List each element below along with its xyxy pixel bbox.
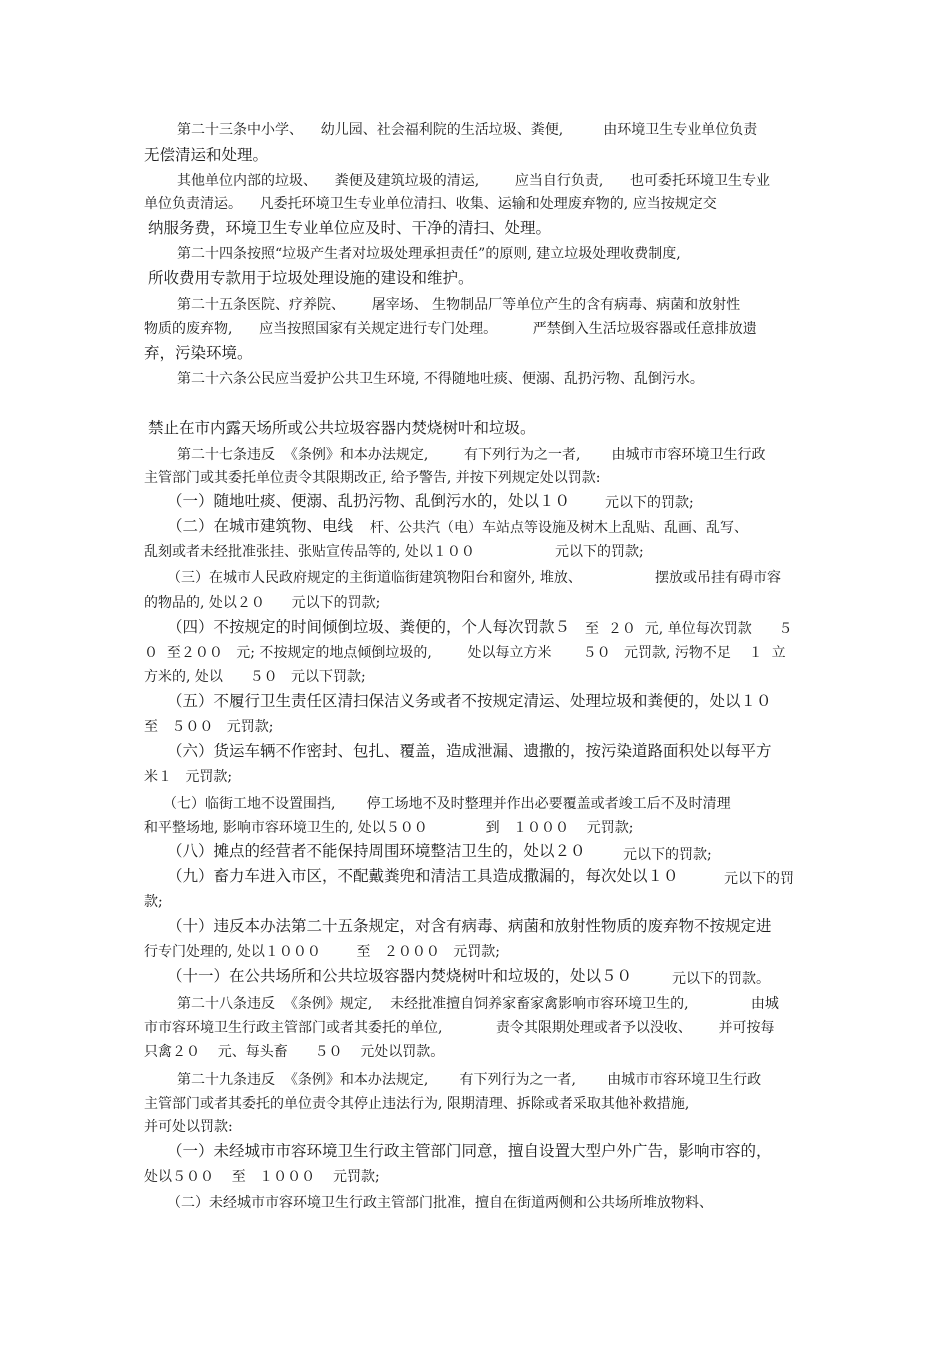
text-line: 的物品的, 处以２０ 元以下的罚款;	[144, 595, 381, 611]
text-line: 第二十三条中小学、 幼儿园、社会福利院的生活垃圾、粪便, 由环境卫生专业单位负责	[177, 122, 758, 138]
text-line: （二）在城市建筑物、电线	[167, 517, 354, 535]
text-line: 所收费用专款用于垃圾处理设施的建设和维护。	[148, 269, 474, 287]
text-line: （八）摊点的经营者不能保持周围环境整洁卫生的，处以２０	[167, 842, 586, 860]
text-line: （十一）在公共场所和公共垃圾容器内焚烧树叶和垃圾的，处以５０	[167, 967, 633, 985]
text-line: （四）不按规定的时间倾倒垃圾、粪便的，个人每次罚款５	[167, 618, 571, 636]
text-line: 无偿清运和处理。	[144, 146, 269, 164]
text-line: 处以５００ 至 １０００ 元罚款;	[144, 1169, 380, 1185]
text-line: 元以下的罚款;	[623, 847, 712, 863]
text-line: 摆放或吊挂有碍市容	[655, 570, 781, 586]
text-line: 主管部门或者其委托的单位责令其停止违法行为, 限期清理、拆除或者采取其他补救措施,	[144, 1096, 690, 1112]
text-line: 米１ 元罚款;	[144, 769, 233, 785]
text-line: 弃，污染环境。	[144, 344, 253, 362]
text-line: 第二十七条违反 《条例》和本办法规定, 有下列行为之一者, 由城市市容环境卫生行政	[177, 447, 766, 463]
text-line: ０ 至２００ 元; 不按规定的地点倾倒垃圾的, 处以每立方米 ５０ 元罚款, 污物不足 １ 立	[144, 645, 786, 661]
text-line: 至 ２０ 元, 单位每次罚款 ５	[585, 621, 793, 637]
text-line: （十）违反本办法第二十五条规定，对含有病毒、病菌和放射性物质的废弃物不按规定进	[167, 917, 772, 935]
text-line: 至 ５００ 元罚款;	[144, 719, 274, 735]
text-line: 单位负责清运。 凡委托环境卫生专业单位清扫、收集、运输和处理废弃物的, 应当按规定交	[144, 196, 717, 212]
text-line: 元以下的罚款。	[672, 971, 770, 987]
text-line: 款;	[144, 894, 163, 910]
text-line: （二）未经城市市容环境卫生行政主管部门批准，擅自在街道两侧和公共场所堆放物料、	[167, 1195, 713, 1211]
text-line: 市市容环境卫生行政主管部门或者其委托的单位, 责令其限期处理或者予以没收、 并可按每	[144, 1020, 775, 1036]
text-line: 元以下的罚款;	[605, 495, 694, 511]
text-line: （五）不履行卫生责任区清扫保洁义务或者不按规定清运、处理垃圾和粪便的，处以１０	[167, 692, 772, 710]
text-line: （一）随地吐痰、便溺、乱扔污物、乱倒污水的，处以１０	[167, 492, 571, 510]
text-line: 禁止在市内露天场所或公共垃圾容器内焚烧树叶和垃圾。	[148, 419, 536, 437]
text-line: 行专门处理的, 处以１０００ 至 ２０００ 元罚款;	[144, 944, 500, 960]
text-line: 乱刻或者未经批准张挂、张贴宣传品等的, 处以１００	[144, 544, 475, 560]
text-line: 第二十六条公民应当爱护公共卫生环境, 不得随地吐痰、便溺、乱扔污物、乱倒污水。	[177, 371, 704, 387]
text-line: 第二十五条医院、疗养院、 屠宰场、 生物制品厂等单位产生的含有病毒、病菌和放射性	[177, 297, 741, 313]
text-line: 纳服务费，环境卫生专业单位应及时、干净的清扫、处理。	[148, 219, 552, 237]
text-line: 其他单位内部的垃圾、 粪便及建筑垃圾的清运, 应当自行负责, 也可委托环境卫生专业	[177, 173, 771, 189]
text-line: 并可处以罚款:	[144, 1119, 233, 1135]
text-line: （三）在城市人民政府规定的主街道临街建筑物阳台和窗外, 堆放、	[167, 570, 582, 586]
text-line: 第二十四条按照“垃圾产生者对垃圾处理承担责任”的原则, 建立垃圾处理收费制度,	[177, 246, 681, 262]
text-line: 只禽２０ 元、每头畜 ５０ 元处以罚款。	[144, 1044, 445, 1060]
text-line: （六）货运车辆不作密封、包扎、覆盖，造成泄漏、遗撒的，按污染道路面积处以每平方	[167, 742, 772, 760]
text-line: 元以下的罚	[724, 871, 794, 887]
text-line: （七）临街工地不设置围挡, 停工场地不及时整理并作出必要覆盖或者竣工后不及时清理	[163, 796, 731, 812]
text-line: 第二十九条违反 《条例》和本办法规定, 有下列行为之一者, 由城市市容环境卫生行政	[177, 1072, 762, 1088]
text-line: 元以下的罚款;	[555, 544, 644, 560]
text-line: 方米的, 处以 ５０ 元以下罚款;	[144, 669, 366, 685]
text-line: 主管部门或其委托单位责令其限期改正, 给予警告, 并按下列规定处以罚款:	[144, 470, 601, 486]
text-line: （一）未经城市市容环境卫生行政主管部门同意，擅自设置大型户外广告，影响市容的，	[167, 1142, 772, 1160]
text-line: 物质的废弃物, 应当按照国家有关规定进行专门处理。 严禁倒入生活垃圾容器或任意排放遗	[144, 321, 757, 337]
text-line: 杆、公共汽（电）车站点等设施及树木上乱贴、乱画、乱写、	[370, 520, 748, 536]
text-line: 第二十八条违反 《条例》规定, 未经批准擅自饲养家畜家禽影响市容环境卫生的, 由城	[177, 996, 779, 1012]
text-line: 和平整场地, 影响市容环境卫生的, 处以５００ 到 １０００ 元罚款;	[144, 820, 634, 836]
text-line: （九）畜力车进入市区，不配戴粪兜和清洁工具造成撒漏的，每次处以１０	[167, 867, 679, 885]
